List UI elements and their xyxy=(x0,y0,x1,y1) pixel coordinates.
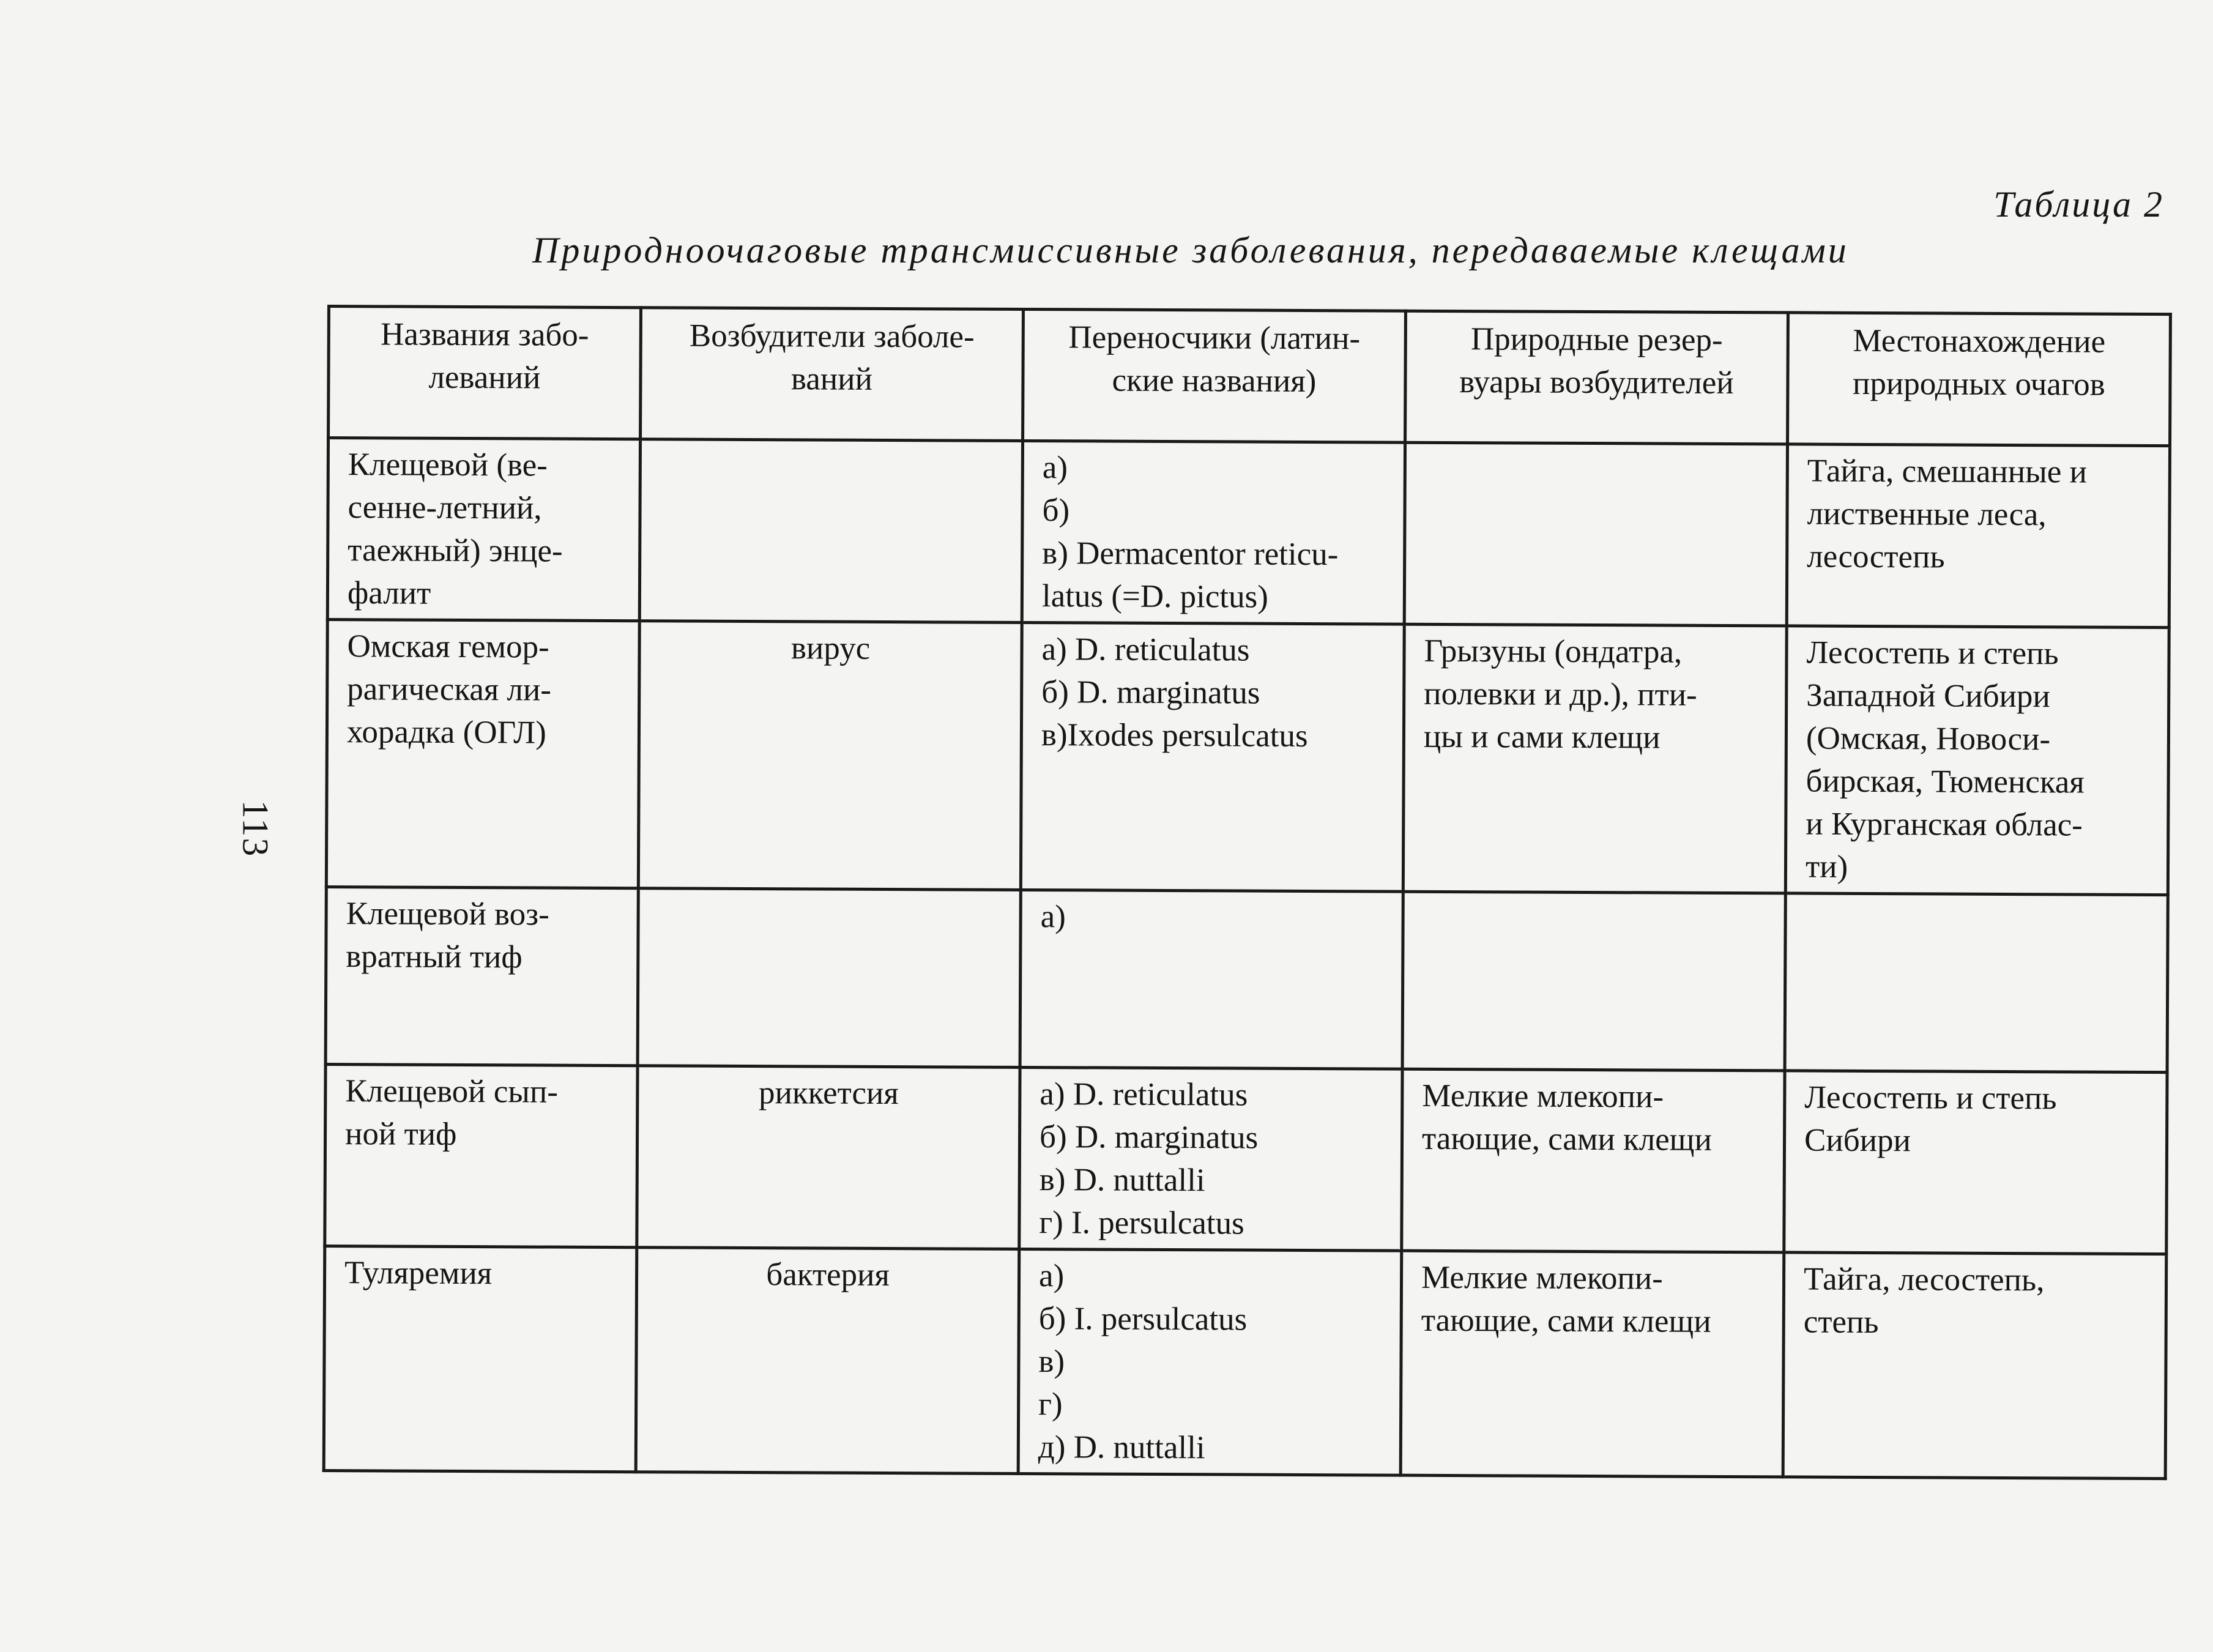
cell-location: Лесостепь и степь Сибири xyxy=(1784,1071,2167,1254)
cell-reservoirs: Грызуны (ондатра, полевки и др.), пти- цы и сами клещи xyxy=(1403,624,1787,893)
header-vector: Переносчики (латин- ские названия) xyxy=(1023,309,1406,442)
cell-reservoirs xyxy=(1402,891,1785,1071)
cell-vectors: а) D. reticulatus б) D. marginatus в) D. nuttalli г) I. persulcatus xyxy=(1019,1067,1402,1251)
cell-vectors: а) D. reticulatus б) D. marginatus в)Ixodes persulcatus xyxy=(1021,622,1404,891)
table-row xyxy=(327,438,2170,628)
cell-pathogen: риккетсия xyxy=(637,1066,1020,1249)
cell-location: Тайга, смешанные и лиственные леса, лесостепь xyxy=(1787,444,2170,628)
table-row xyxy=(324,1246,2167,1478)
table-row xyxy=(325,1064,2167,1254)
cell-pathogen xyxy=(639,439,1022,623)
cell-disease-name: Клещевой сып- ной тиф xyxy=(325,1064,638,1247)
table-label: Таблица 2 xyxy=(1993,184,2164,225)
cell-vectors: а) б) I. persulcatus в) г) д) D. nuttalli xyxy=(1018,1249,1402,1475)
cell-vectors: а) xyxy=(1020,890,1403,1069)
table-row xyxy=(325,887,2168,1073)
cell-location xyxy=(1785,893,2168,1073)
cell-location: Тайга, лесостепь, степь xyxy=(1783,1252,2167,1479)
cell-reservoirs xyxy=(1404,442,1787,626)
cell-pathogen xyxy=(638,888,1021,1068)
page-number: 113 xyxy=(235,800,276,858)
cell-pathogen: бактерия xyxy=(636,1248,1019,1474)
cell-pathogen: вирус xyxy=(638,621,1022,890)
header-reservoir: Природные резер- вуары возбудителей xyxy=(1405,311,1788,444)
cell-reservoirs: Мелкие млекопи- тающие, сами клещи xyxy=(1400,1251,1784,1477)
header-location: Местонахождение природных очагов xyxy=(1788,313,2171,446)
cell-location: Лесостепь и степь Западной Сибири (Омская, Новоси- бирская, Тюменская и Курганская облас- ти) xyxy=(1785,626,2169,895)
cell-vectors: а) б) в) Dermacentor reticu- latus (=D. pictus) xyxy=(1022,441,1405,624)
table-row xyxy=(326,620,2169,895)
cell-disease-name: Клещевой (ве- сенне-летний, таежный) энце- фалит xyxy=(327,438,640,621)
cell-reservoirs: Мелкие млекопи- тающие, сами клещи xyxy=(1402,1069,1785,1252)
diseases-table xyxy=(322,305,2172,1480)
cell-disease-name: Омская гемор- рагическая ли- хорадка (ОГЛ) xyxy=(326,620,639,888)
header-disease-name: Названия забо- леваний xyxy=(329,307,641,439)
table-title: Природноочаговые трансмиссивные заболевания, передаваемые клещами xyxy=(532,230,1849,270)
table-header-row xyxy=(329,307,2171,446)
cell-disease-name: Туляремия xyxy=(324,1246,637,1472)
cell-disease-name: Клещевой воз- вратный тиф xyxy=(325,887,638,1066)
header-pathogen: Возбудители заболе- ваний xyxy=(641,308,1024,441)
